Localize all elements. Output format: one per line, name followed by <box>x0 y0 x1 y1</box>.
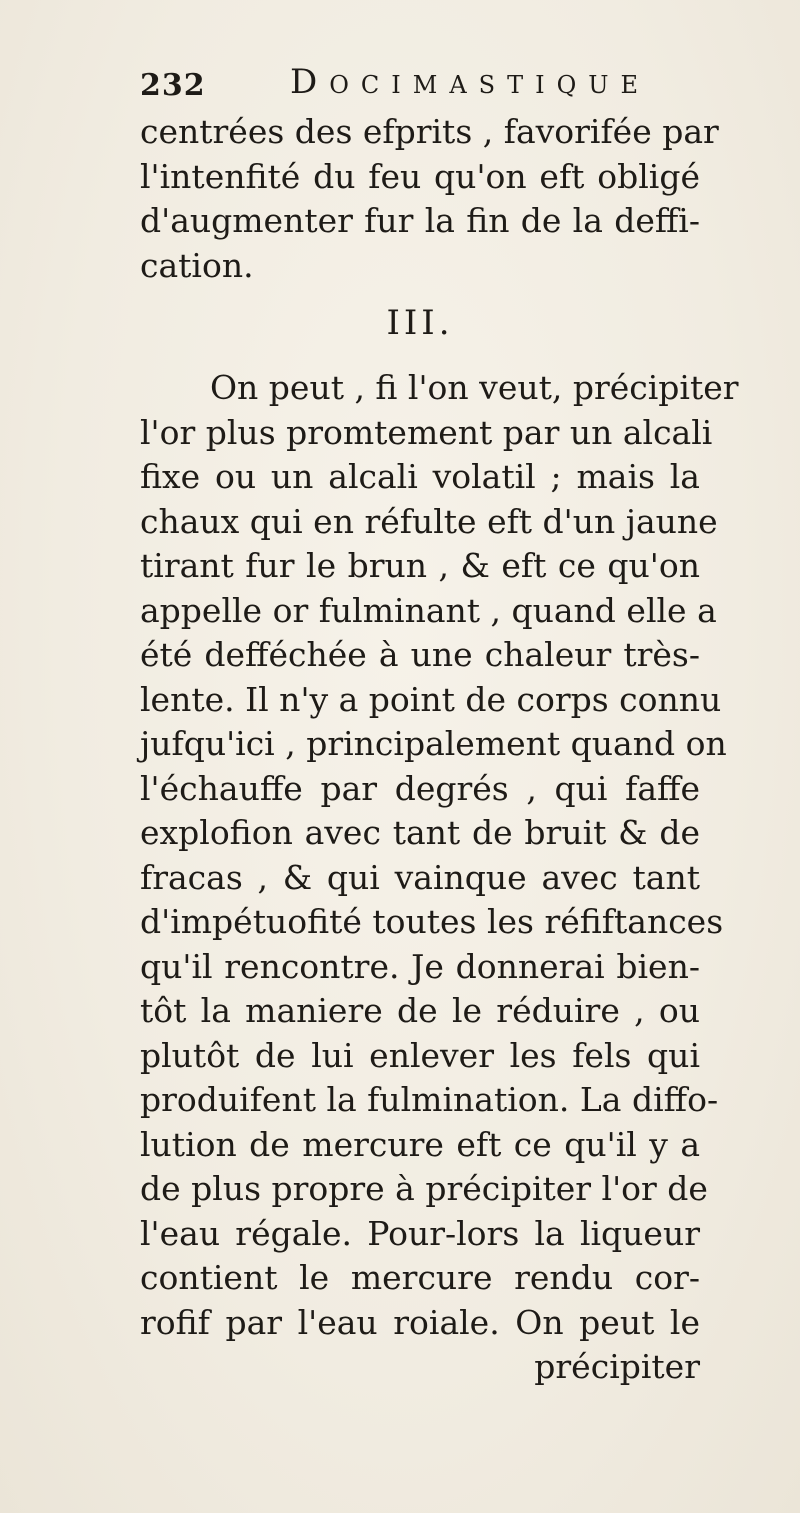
running-title: Docimastique <box>290 62 651 102</box>
text-line: l'échauffe par degrés , qui faffe <box>140 768 700 808</box>
text-line: appelle or fulminant , quand elle a <box>140 590 717 630</box>
text-line: rofif par l'eau roiale. On peut le <box>140 1302 700 1342</box>
text-line: explofion avec tant de bruit & de <box>140 813 700 852</box>
text-line: centrées des efprits , favorifée par <box>140 112 719 151</box>
page-header <box>140 62 700 110</box>
text-line: l'intenfité du feu qu'on eft obligé <box>140 156 700 196</box>
text-line: qu'il rencontre. Je donnerai bien- <box>140 946 700 986</box>
text-line: fixe ou un alcali volatil ; mais la <box>140 457 700 496</box>
text-line: tôt la maniere de le réduire , ou <box>140 991 700 1030</box>
text-line: jufqu'ici , principalement quand on <box>140 724 727 763</box>
text-line: chaux qui en réfulte eft d'un jaune <box>140 501 718 541</box>
text-line: été defféchée à une chaleur très- <box>140 635 700 674</box>
text-line: On peut , fi l'on veut, précipiter <box>210 368 739 407</box>
catchword: précipiter <box>534 1347 700 1386</box>
text-line: produifent la fulmination. La diffo- <box>140 1080 719 1119</box>
text-line: cation. <box>140 245 254 285</box>
text-line: d'impétuofité toutes les réfiftances <box>140 902 724 941</box>
text-line: l'or plus promtement par un alcali <box>140 412 713 452</box>
text-line: plutôt de lui enlever les fels qui <box>140 1035 700 1075</box>
section-number: III. <box>386 303 454 343</box>
text-line: l'eau régale. Pour-lors la liqueur <box>140 1213 700 1253</box>
text-line: lente. Il n'y a point de corps connu <box>140 679 722 719</box>
text-line: d'augmenter fur la fin de la deffi- <box>140 201 700 240</box>
body-text <box>140 110 739 1390</box>
text-line: fracas , & qui vainque avec tant <box>140 857 700 897</box>
text-line: lution de mercure eft ce qu'il y a <box>140 1124 700 1164</box>
text-line: contient le mercure rendu cor- <box>140 1258 700 1297</box>
text-line: tirant fur le brun , & eft ce qu'on <box>140 546 700 585</box>
page-number: 232 <box>140 68 206 103</box>
text-line: de plus propre à précipiter l'or de <box>140 1169 708 1208</box>
